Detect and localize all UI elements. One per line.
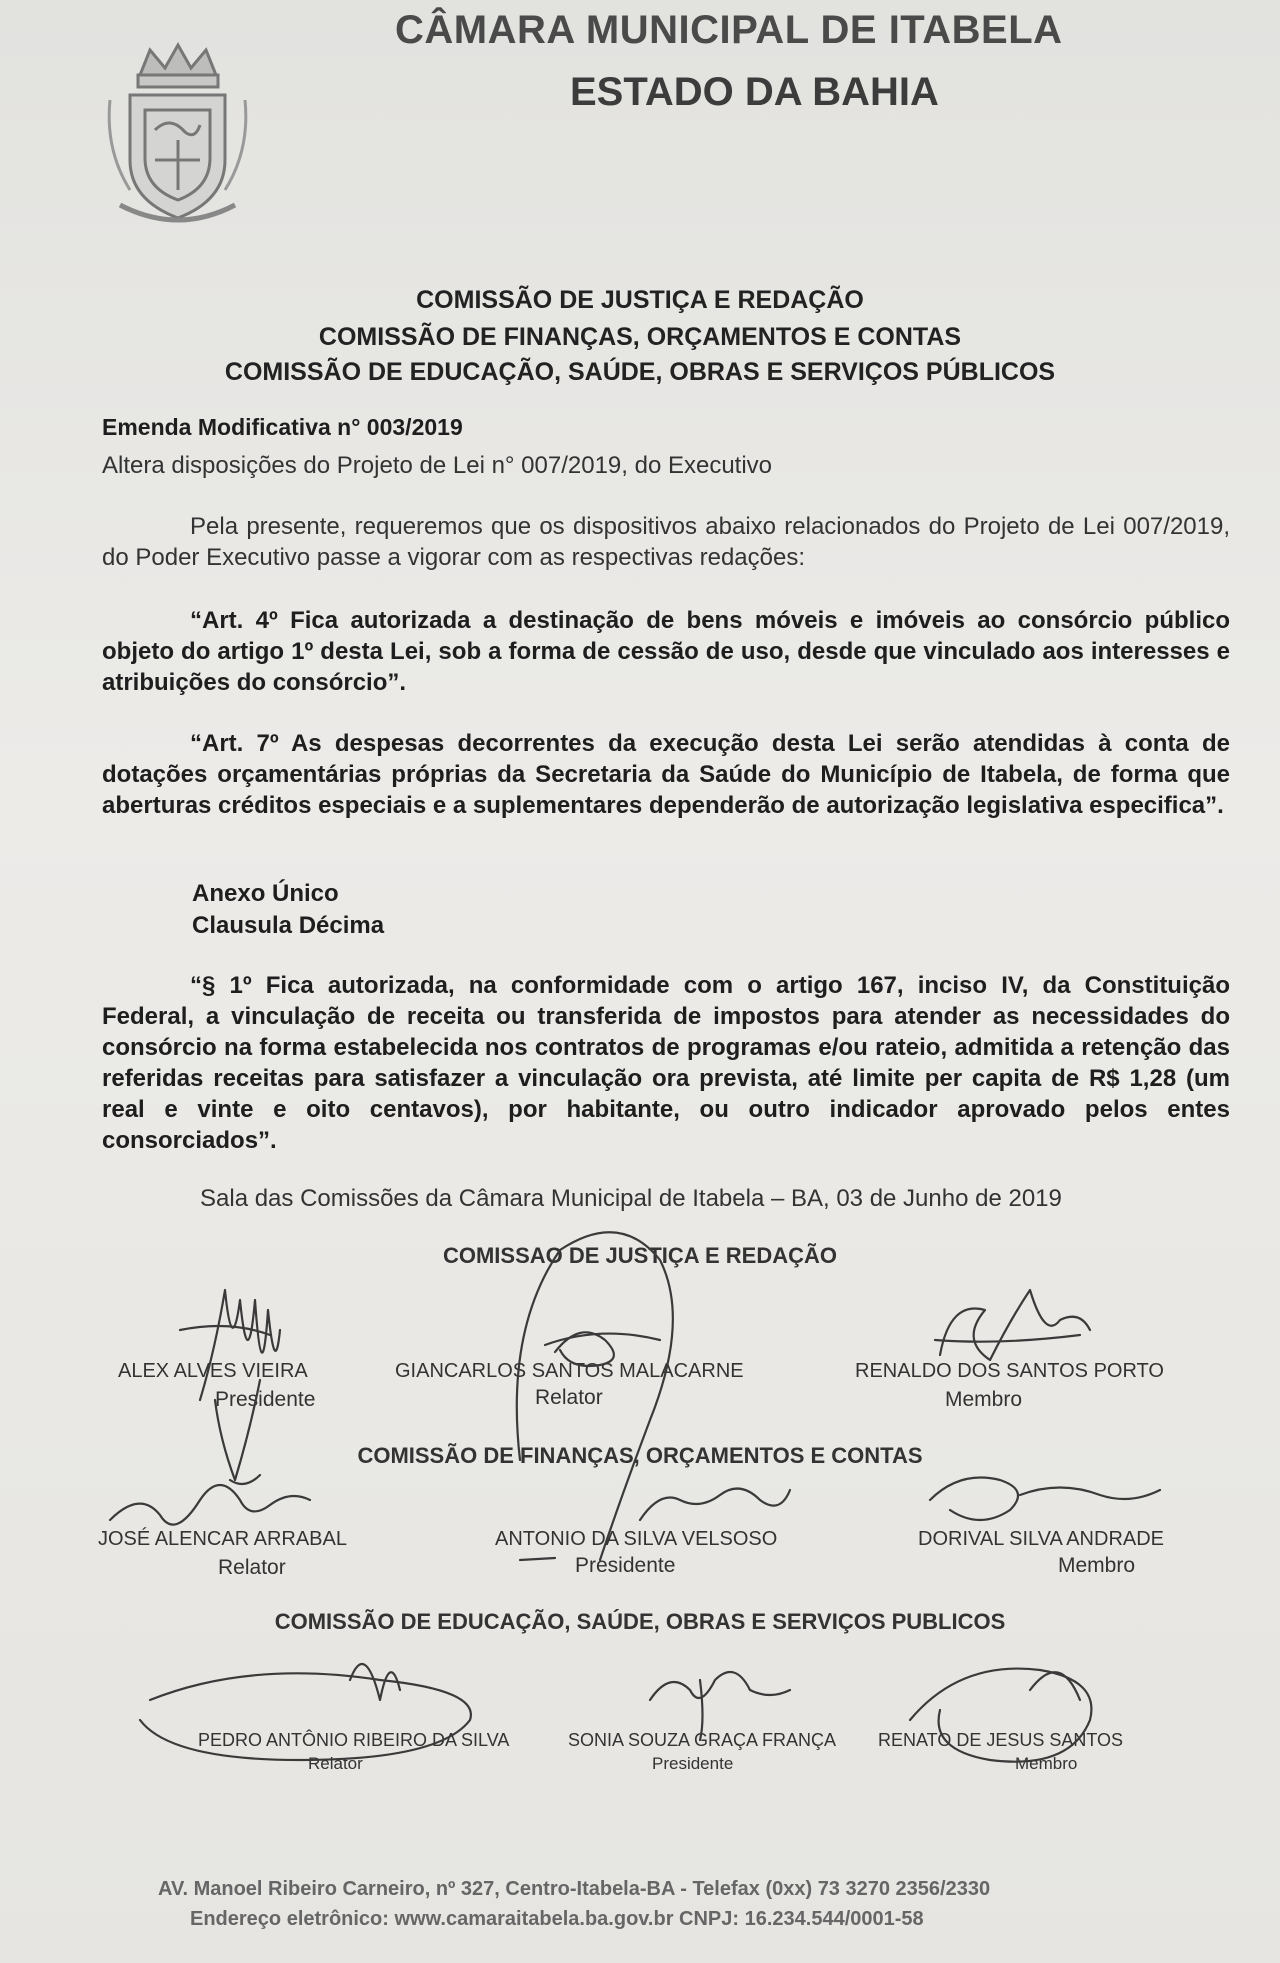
annex-clause: Clausula Décima	[192, 912, 385, 939]
signer-role: Relator	[218, 1556, 286, 1579]
signer-name: PEDRO ANTÔNIO RIBEIRO DA SILVA	[198, 1730, 510, 1750]
signer-role: Presidente	[215, 1388, 316, 1411]
signer-role: Presidente	[652, 1754, 734, 1773]
signatures-heading-financas: COMISSÃO DE FINANÇAS, ORÇAMENTOS E CONTAS	[357, 1443, 923, 1468]
signer-role: Presidente	[575, 1554, 676, 1577]
intro-paragraph: Pela presente, requeremos que os dispositivos abaixo relacionados do Projeto de Lei 007/2019, do Poder Executivo passe a vigorar com as respectivas redações:	[102, 513, 1230, 571]
signatures-heading-justica: COMISSAO DE JUSTIÇA E REDAÇÃO	[442, 1243, 837, 1268]
signer-role: Membro	[945, 1388, 1023, 1411]
footer-address: AV. Manoel Ribeiro Carneiro, nº 327, Centro-Itabela-BA - Telefax (0xx) 73 3270 2356/2330	[158, 1878, 991, 1900]
annex-title: Anexo Único	[192, 880, 339, 907]
commission-heading-financas: COMISSÃO DE FINANÇAS, ORÇAMENTOS E CONTAS	[318, 323, 962, 351]
signer-role: Membro	[1015, 1754, 1078, 1773]
paragraph-1: “§ 1º Fica autorizada, na conformidade com o artigo 167, inciso IV, da Constituição Federal, a vinculação de receita ou transferida de impostos para atender as necessidades do consórcio na forma estabelecida nos contratos de programas e/ou rateio, admitida a retenção das referidas receitas para satisfazer a vinculação ora prevista, até limite per capita de R$ 1,28 (um real e vinte e oito centavos), por habitante, ou outro indicador aprovado pelos entes consorciados”.	[102, 972, 1230, 1154]
commission-heading-educacao: COMISSÃO DE EDUCAÇÃO, SAÚDE, OBRAS E SERVIÇOS PÚBLICOS	[224, 358, 1056, 386]
commission-heading-justica: COMISSÃO DE JUSTIÇA E REDAÇÃO	[416, 286, 864, 314]
signer-role: Relator	[308, 1754, 363, 1773]
signer-name: SONIA SOUZA GRAÇA FRANÇA	[568, 1730, 837, 1750]
signer-name: ALEX ALVES VIEIRA	[118, 1360, 308, 1382]
chamber-name: CÂMARA MUNICIPAL DE ITABELA	[395, 8, 1063, 52]
article-4: “Art. 4º Fica autorizada a destinação de bens móveis e imóveis ao consórcio público objeto do artigo 1º desta Lei, sob a forma de cessão de uso, desde que vinculado aos interesses e atribuições do consórcio”.	[102, 607, 1230, 696]
signer-name: DORIVAL SILVA ANDRADE	[918, 1528, 1165, 1550]
signer-role: Relator	[535, 1386, 603, 1409]
signatures-heading-educacao: COMISSÃO DE EDUCAÇÃO, SAÚDE, OBRAS E SERVIÇOS PUBLICOS	[274, 1609, 1006, 1634]
signer-name: RENALDO DOS SANTOS PORTO	[855, 1360, 1164, 1382]
signer-name: JOSÉ ALENCAR ARRABAL	[98, 1528, 347, 1550]
footer-contact: Endereço eletrônico: www.camaraitabela.ba.gov.br CNPJ: 16.234.544/0001-58	[190, 1908, 924, 1930]
signer-name: ANTONIO DA SILVA VELSOSO	[495, 1528, 778, 1550]
amendment-subtitle: Altera disposições do Projeto de Lei n° 007/2019, do Executivo	[102, 452, 773, 479]
state-name: ESTADO DA BAHIA	[570, 70, 939, 114]
place-date: Sala das Comissões da Câmara Municipal de Itabela – BA, 03 de Junho de 2019	[200, 1185, 1062, 1212]
amendment-title: Emenda Modificativa n° 003/2019	[102, 414, 463, 440]
signer-name: GIANCARLOS SANTOS MALACARNE	[395, 1360, 744, 1382]
signer-name: RENATO DE JESUS SANTOS	[878, 1730, 1124, 1750]
signer-role: Membro	[1058, 1554, 1136, 1577]
article-7: “Art. 7º As despesas decorrentes da execução desta Lei serão atendidas à conta de dotações orçamentárias próprias da Secretaria da Saúde do Município de Itabela, de forma que aberturas créditos especiais e a suplementares dependerão de autorização legislativa especifica”.	[102, 730, 1230, 819]
